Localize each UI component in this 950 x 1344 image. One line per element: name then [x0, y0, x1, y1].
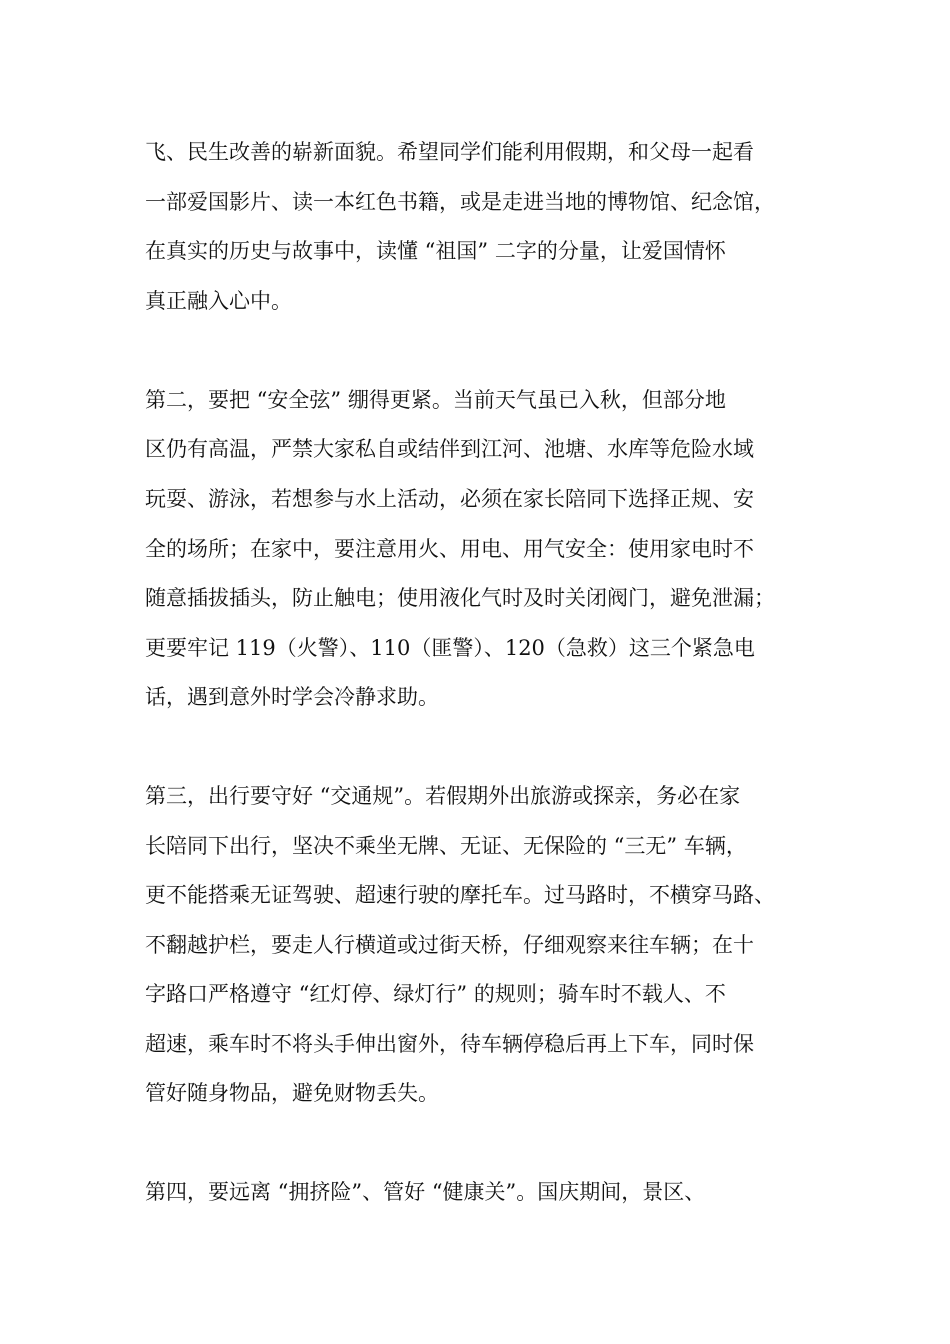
paragraph-2-line-5: 随意插拔插头，防止触电；使用液化气时及时关闭阀门，避免泄漏；: [145, 586, 775, 610]
paragraph-3-line-4: 不翻越护栏，要走人行横道或过街天桥，仔细观察来往车辆；在十: [145, 933, 754, 957]
paragraph-1-line-4: 真正融入心中。: [145, 289, 292, 313]
paragraph-4-line-1: 第四，要远离 “拥挤险”、管好 “健康关”。国庆期间，景区、: [145, 1180, 706, 1204]
paragraph-2-line-4: 全的场所；在家中，要注意用火、用电、用气安全：使用家电时不: [145, 537, 754, 561]
paragraph-2-line-7: 话，遇到意外时学会冷静求助。: [145, 685, 439, 709]
paragraph-1-line-2: 一部爱国影片、读一本红色书籍，或是走进当地的博物馆、纪念馆，: [145, 190, 775, 214]
paragraph-1-line-3: 在真实的历史与故事中，读懂 “祖国” 二字的分量，让爱国情怀: [145, 239, 726, 263]
paragraph-3-line-7: 管好随身物品，避免财物丢失。: [145, 1081, 439, 1105]
paragraph-1-line-1: 飞、民生改善的崭新面貌。希望同学们能利用假期，和父母一起看: [145, 140, 754, 164]
paragraph-2-line-2: 区仍有高温，严禁大家私自或结伴到江河、池塘、水库等危险水域: [145, 437, 754, 461]
paragraph-3-line-2: 长陪同下出行，坚决不乘坐无牌、无证、无保险的 “三无” 车辆，: [145, 834, 747, 858]
paragraph-3-line-1: 第三，出行要守好 “交通规”。若假期外出旅游或探亲，务必在家: [145, 784, 741, 808]
paragraph-3-line-5: 字路口严格遵守 “红灯停、绿灯行” 的规则；骑车时不载人、不: [145, 982, 726, 1006]
paragraph-3-line-3: 更不能搭乘无证驾驶、超速行驶的摩托车。过马路时，不横穿马路、: [145, 883, 775, 907]
paragraph-2-line-6: 更要牢记 119（火警）、110（匪警）、120（急救）这三个紧急电: [145, 636, 755, 660]
paragraph-2-line-1: 第二，要把 “安全弦” 绷得更紧。当前天气虽已入秋，但部分地: [145, 388, 726, 412]
paragraph-2-line-3: 玩耍、游泳，若想参与水上活动，必须在家长陪同下选择正规、安: [145, 487, 754, 511]
paragraph-3-line-6: 超速，乘车时不将头手伸出窗外，待车辆停稳后再上下车，同时保: [145, 1032, 754, 1056]
